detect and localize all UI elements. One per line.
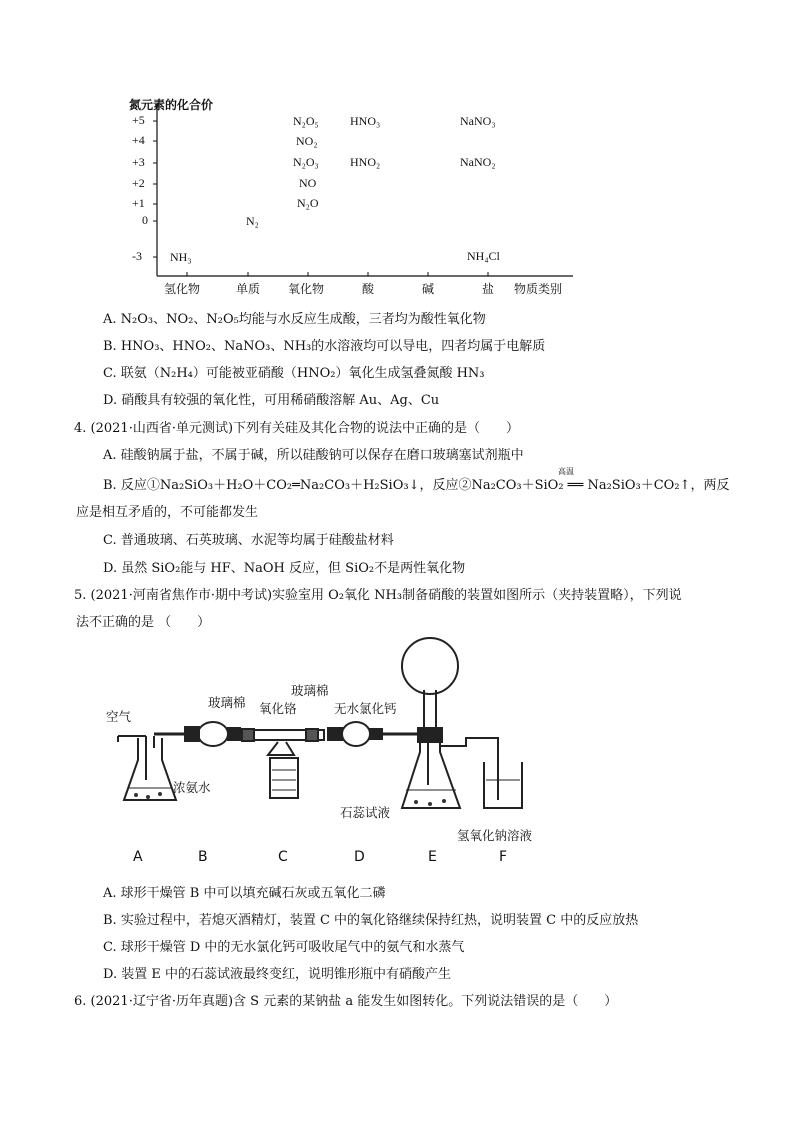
cell-no2: NO₂ xyxy=(296,134,318,148)
q5-stem-line1: 5. (2021·河南省焦作市·期中考试)实验室用 O₂氧化 NH₃制备硝酸的装置如图所示（夹持装置略），下列说 xyxy=(74,588,682,603)
xcat-base: 碱 xyxy=(422,282,435,296)
xcat-element: 单质 xyxy=(236,282,261,296)
y-axis-title: 氮元素的化合价 xyxy=(129,98,214,112)
apparatus-letter-f: F xyxy=(499,849,508,865)
apparatus-letter-b: B xyxy=(198,849,208,865)
cell-nano2: NaNO₂ xyxy=(460,155,496,169)
q4-stem: 4. (2021·山西省·单元测试)下列有关硅及其化合物的说法中正确的是（ ） xyxy=(74,421,520,436)
q3-option-c: C. 联氨（N₂H₄）可能被亚硝酸（HNO₂）氧化生成氢叠氮酸 HN₃ xyxy=(103,366,485,381)
apparatus-letter-d: D xyxy=(354,849,365,865)
label-litmus: 石蕊试液 xyxy=(340,805,391,820)
cell-n2o: N₂O xyxy=(297,196,319,210)
cell-n2o5: N₂O₅ xyxy=(293,114,319,128)
cell-no: NO xyxy=(299,176,317,190)
q5-option-d: D. 装置 E 中的石蕊试液最终变红，说明锥形瓶中有硝酸产生 xyxy=(103,967,451,982)
cell-nano3: NaNO₃ xyxy=(460,114,496,128)
ytick-plus2: +2 xyxy=(132,176,145,190)
ytick-zero: 0 xyxy=(142,213,148,227)
label-air: 空气 xyxy=(106,709,132,724)
q4-option-d: D. 虽然 SiO₂能与 HF、NaOH 反应，但 SiO₂不是两性氧化物 xyxy=(103,561,466,576)
apparatus-letter-a: A xyxy=(133,849,143,865)
q3-option-d: D. 硝酸具有较强的氧化性，可用稀硝酸溶解 Au、Ag、Cu xyxy=(103,393,440,408)
valence-chart-axes xyxy=(0,0,794,300)
cell-hno2: HNO₂ xyxy=(350,155,381,169)
q5-option-b: B. 实验过程中，若熄灭酒精灯，装置 C 中的氧化铬继续保持红热，说明装置 C 中的反应放热 xyxy=(103,913,639,928)
cell-nh4cl: NH₄Cl xyxy=(467,249,500,263)
label-naoh: 氢氧化钠溶液 xyxy=(457,828,533,843)
xcat-hydride: 氢化物 xyxy=(164,282,201,296)
label-cacl2: 无水氯化钙 xyxy=(334,701,397,716)
label-chromium-oxide: 氧化铬 xyxy=(259,701,297,716)
apparatus-letter-c: C xyxy=(278,849,288,865)
q5-stem-line2: 法不正确的是 （ ） xyxy=(76,615,211,630)
apparatus-diagram xyxy=(0,630,794,870)
cell-n2: N₂ xyxy=(246,214,259,228)
xcat-acid: 酸 xyxy=(362,282,375,296)
q4-option-b-line2: 应是相互矛盾的，不可能都发生 xyxy=(76,505,259,520)
ytick-minus3: -3 xyxy=(132,249,142,263)
xcat-salt: 盐 xyxy=(482,282,495,296)
label-ammonia: 浓氨水 xyxy=(173,780,211,795)
q4-option-c: C. 普通玻璃、石英玻璃、水泥等均属于硅酸盐材料 xyxy=(103,533,394,548)
cell-nh3: NH₃ xyxy=(170,250,192,264)
ytick-plus4: +4 xyxy=(132,133,145,147)
q4-option-b-line1: B. 反应①Na₂SiO₃＋H₂O＋CO₂═Na₂CO₃＋H₂SiO₃↓，反应②Na₂CO₃＋SiO₂ ══ Na₂SiO₃＋CO₂↑，两反 xyxy=(103,478,730,493)
q5-option-c: C. 球形干燥管 D 中的无水氯化钙可吸收尾气中的氨气和水蒸气 xyxy=(103,940,465,955)
label-glass-wool-2: 玻璃棉 xyxy=(291,683,329,698)
q4-option-a: A. 硅酸钠属于盐，不属于碱，所以硅酸钠可以保存在磨口玻璃塞试剂瓶中 xyxy=(103,448,524,463)
q3-option-b: B. HNO₃、HNO₂、NaNO₃、NH₃的水溶液均可以导电，四者均属于电解质 xyxy=(103,339,546,354)
cell-n2o3: N₂O₃ xyxy=(293,155,319,169)
q5-option-a: A. 球形干燥管 B 中可以填充碱石灰或五氧化二磷 xyxy=(103,886,386,901)
apparatus-letter-e: E xyxy=(428,849,437,865)
cell-hno3: HNO₃ xyxy=(350,114,381,128)
q4-reaction-condition: 高温 xyxy=(558,467,574,476)
x-axis-title: 物质类别 xyxy=(514,282,563,296)
ytick-plus3: +3 xyxy=(132,155,145,169)
xcat-oxide: 氧化物 xyxy=(288,282,325,296)
label-glass-wool-1: 玻璃棉 xyxy=(208,695,246,710)
ytick-plus1: +1 xyxy=(132,196,145,210)
q3-option-a: A. N₂O₃、NO₂、N₂O₅均能与水反应生成酸，三者均为酸性氧化物 xyxy=(103,312,486,327)
ytick-plus5: +5 xyxy=(132,113,145,127)
q6-stem: 6. (2021·辽宁省·历年真题)含 S 元素的某钠盐 a 能发生如图转化。下列说法错误的是（ ） xyxy=(74,994,618,1009)
